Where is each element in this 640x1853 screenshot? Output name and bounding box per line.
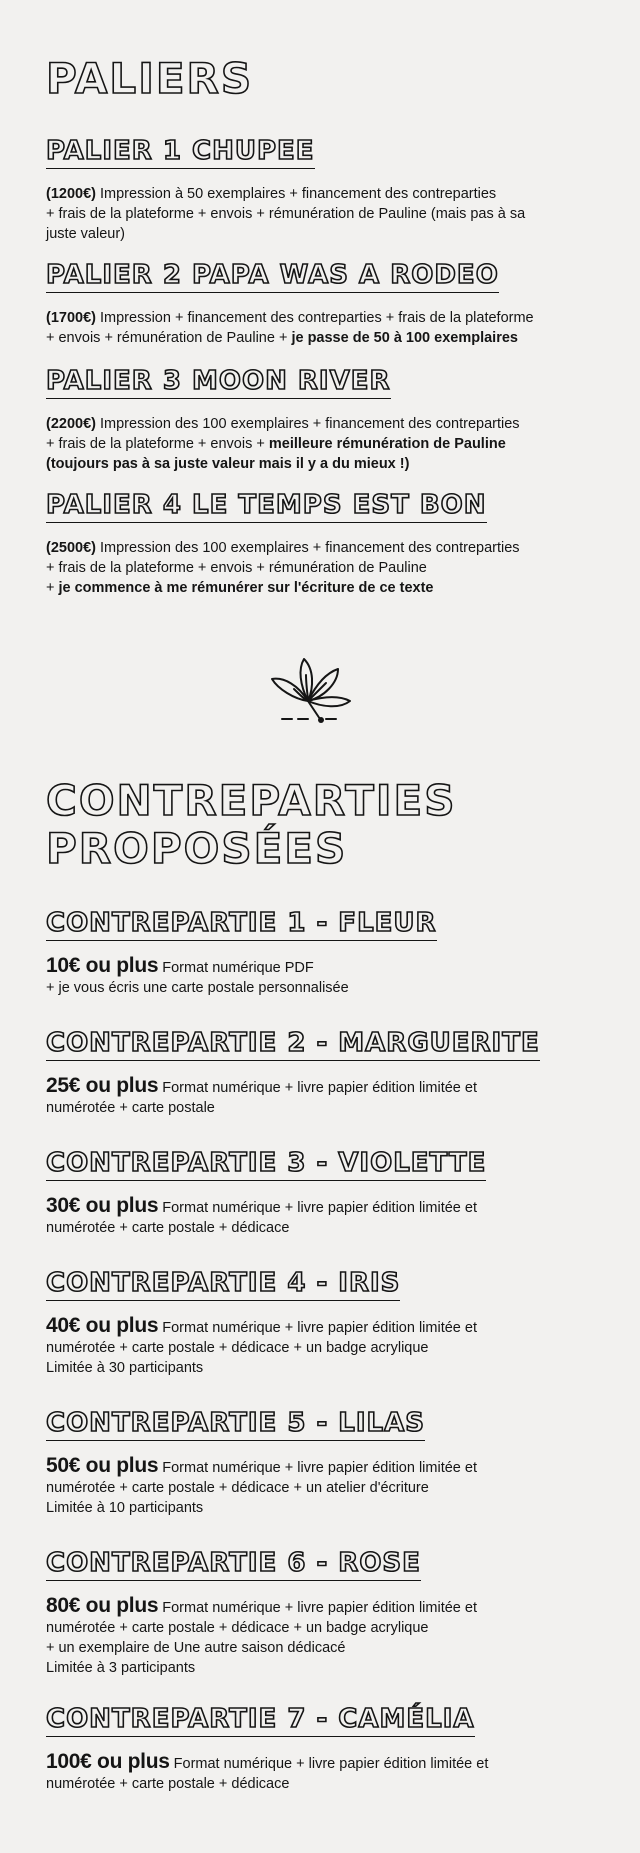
contrepartie-7-line-1: 100€ ou plus Format numérique + livre papier édition limitée et [46, 1750, 489, 1773]
contrepartie-6-heading-wrap [46, 1550, 421, 1581]
contrepartie-6-line-2: numérotée + carte postale + dédicace + un badge acrylique [46, 1620, 429, 1636]
palier-4-line-2: + frais de la plateforme + envois + rémunération de Pauline [46, 560, 427, 576]
contrepartie-1-line-2: + je vous écris une carte postale personnalisée [46, 980, 349, 996]
flower-icon [264, 655, 360, 727]
contrepartie-4-line-2: numérotée + carte postale + dédicace + un badge acrylique [46, 1340, 429, 1356]
contrepartie-1-text [46, 956, 616, 998]
palier-2-text [46, 308, 616, 348]
contrepartie-6-heading: CONTREPARTIE 6 - ROSE [46, 1550, 421, 1581]
contreparties-title-line-1: CONTREPARTIES [46, 776, 457, 825]
contrepartie-4-price: 40€ ou plus [46, 1314, 159, 1337]
palier-1-line-1: (1200€) Impression à 50 exemplaires + financement des contreparties [46, 186, 497, 202]
palier-2-heading: PALIER 2 PAPA WAS A RODEO [46, 262, 499, 293]
contrepartie-4-heading: CONTREPARTIE 4 - IRIS [46, 1270, 400, 1301]
palier-3-line-2: + frais de la plateforme + envois + meilleure rémunération de Pauline [46, 436, 506, 452]
palier-3-line-3: (toujours pas à sa juste valeur mais il y a du mieux !) [46, 456, 410, 472]
contrepartie-1-heading-wrap [46, 910, 437, 941]
palier-3-text [46, 414, 616, 474]
contrepartie-7-price: 100€ ou plus [46, 1750, 170, 1773]
palier-1-line-3: juste valeur) [46, 226, 125, 242]
contrepartie-6-line-4: Limitée à 3 participants [46, 1660, 196, 1676]
contrepartie-4-line-1: 40€ ou plus Format numérique + livre papier édition limitée et [46, 1314, 477, 1337]
contrepartie-4-text [46, 1316, 616, 1378]
palier-3-heading-wrap [46, 368, 391, 399]
palier-3-heading: PALIER 3 MOON RIVER [46, 368, 391, 399]
contrepartie-2-price: 25€ ou plus [46, 1074, 159, 1097]
palier-4-text [46, 538, 616, 598]
contrepartie-4-line-3: Limitée à 30 participants [46, 1360, 204, 1376]
contrepartie-5-text [46, 1456, 616, 1518]
contrepartie-7-line-2: numérotée + carte postale + dédicace [46, 1776, 290, 1792]
contrepartie-3-heading: CONTREPARTIE 3 - VIOLETTE [46, 1150, 486, 1181]
contrepartie-7-heading: CONTREPARTIE 7 - CAMÉLIA [46, 1706, 475, 1737]
contrepartie-3-price: 30€ ou plus [46, 1194, 159, 1217]
contrepartie-2-line-1: 25€ ou plus Format numérique + livre papier édition limitée et [46, 1074, 477, 1097]
palier-4-heading: PALIER 4 LE TEMPS EST BON [46, 492, 487, 523]
contrepartie-3-text [46, 1196, 616, 1238]
paliers-title: PALIERS [46, 54, 254, 103]
contrepartie-7-text [46, 1752, 616, 1794]
contrepartie-2-heading: CONTREPARTIE 2 - MARGUERITE [46, 1030, 540, 1061]
contrepartie-2-heading-wrap [46, 1030, 540, 1061]
palier-4-line-1: (2500€) Impression des 100 exemplaires + financement des contreparties [46, 540, 520, 556]
contrepartie-5-line-2: numérotée + carte postale + dédicace + un atelier d'écriture [46, 1480, 429, 1496]
contrepartie-3-heading-wrap [46, 1150, 486, 1181]
contrepartie-6-text [46, 1596, 616, 1678]
contrepartie-1-heading: CONTREPARTIE 1 - FLEUR [46, 910, 437, 941]
contrepartie-3-line-2: numérotée + carte postale + dédicace [46, 1220, 290, 1236]
contrepartie-7-heading-wrap [46, 1706, 475, 1737]
palier-1-text [46, 184, 616, 244]
palier-4-heading-wrap [46, 492, 487, 523]
contrepartie-6-price: 80€ ou plus [46, 1594, 159, 1617]
palier-2-heading-wrap [46, 262, 499, 293]
palier-4-line-3: + je commence à me rémunérer sur l'écriture de ce texte [46, 580, 434, 596]
contrepartie-6-line-3: + un exemplaire de Une autre saison dédicacé [46, 1640, 346, 1656]
palier-2-line-1: (1700€) Impression + financement des contreparties + frais de la plateforme [46, 310, 534, 326]
palier-3-line-1: (2200€) Impression des 100 exemplaires + financement des contreparties [46, 416, 520, 432]
palier-1-line-2: + frais de la plateforme + envois + rémunération de Pauline (mais pas à sa [46, 206, 526, 222]
contrepartie-1-line-1: 10€ ou plus Format numérique PDF [46, 954, 314, 977]
contrepartie-2-line-2: numérotée + carte postale [46, 1100, 215, 1116]
contrepartie-5-line-1: 50€ ou plus Format numérique + livre papier édition limitée et [46, 1454, 477, 1477]
contrepartie-6-line-1: 80€ ou plus Format numérique + livre papier édition limitée et [46, 1594, 477, 1617]
contrepartie-1-price: 10€ ou plus [46, 954, 159, 977]
palier-1-heading: PALIER 1 CHUPEE [46, 138, 315, 169]
contrepartie-3-line-1: 30€ ou plus Format numérique + livre papier édition limitée et [46, 1194, 477, 1217]
contrepartie-5-price: 50€ ou plus [46, 1454, 159, 1477]
palier-1-heading-wrap [46, 138, 315, 169]
contreparties-title-line-2: PROPOSÉES [46, 824, 348, 873]
contrepartie-5-line-3: Limitée à 10 participants [46, 1500, 204, 1516]
contrepartie-5-heading: CONTREPARTIE 5 - LILAS [46, 1410, 425, 1441]
contrepartie-4-heading-wrap [46, 1270, 400, 1301]
contrepartie-2-text [46, 1076, 616, 1118]
contrepartie-5-heading-wrap [46, 1410, 425, 1441]
palier-2-line-2: + envois + rémunération de Pauline + je passe de 50 à 100 exemplaires [46, 330, 518, 346]
